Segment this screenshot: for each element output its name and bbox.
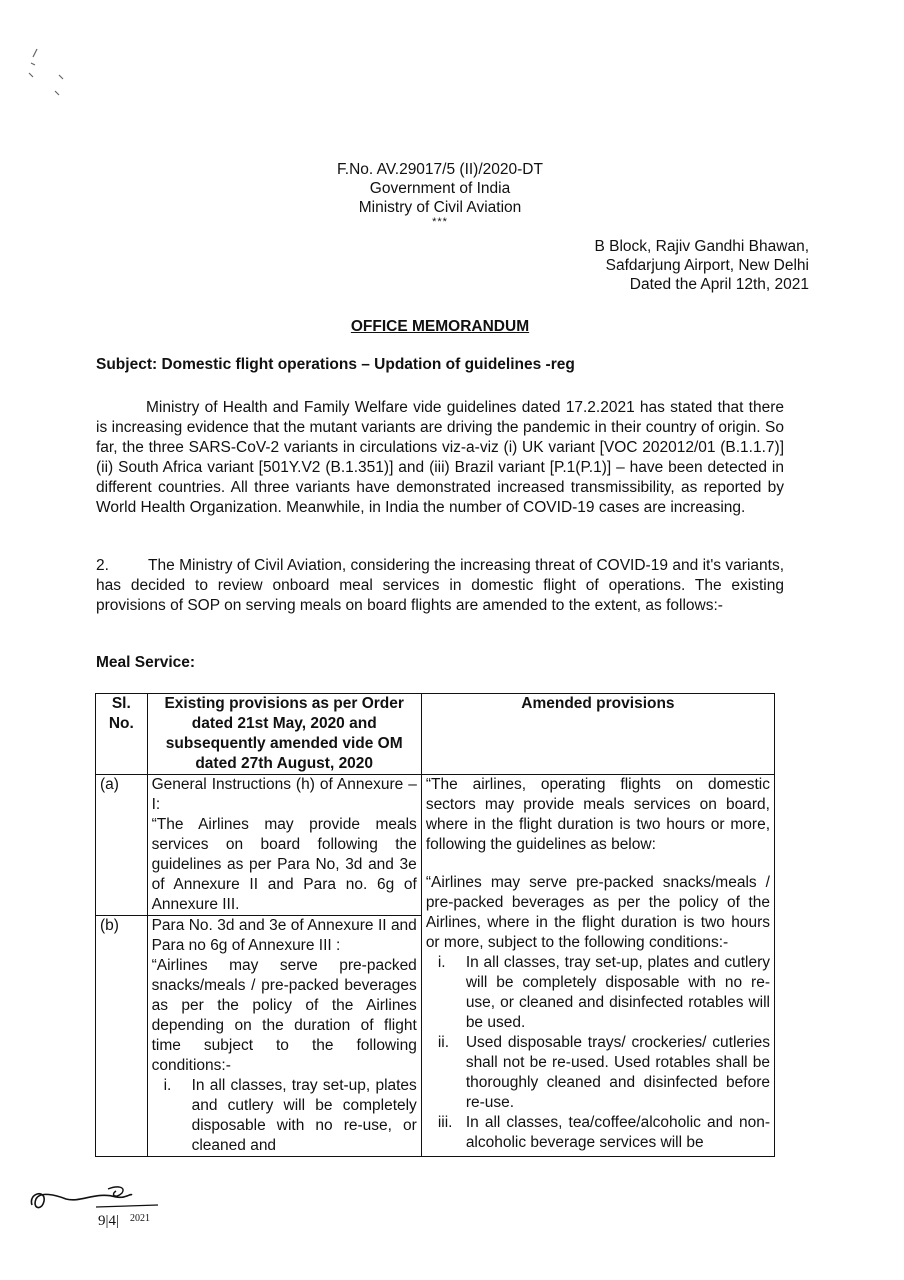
header-sl-no: Sl. No. [96,694,148,775]
row-a-existing [147,775,421,916]
item-number: i. [163,1077,172,1094]
paragraph-2-number: 2. [96,557,109,574]
item-number: ii. [437,1034,450,1051]
list-item [152,1076,417,1156]
paragraph-1: Ministry of Health and Family Welfare vide guidelines dated 17.2.2021 has stated that there is increasing evidence that the mutant variants are driving the pandemic in their country of origin. So far, the three SARS-CoV-2 variants in circulations viz-a-viz (i) UK variant [VOC 202012/01 (B.1.1.7)] (ii) South Africa variant [501Y.V2 (B.1.351)] and (iii) Brazil variant [P.1(P.1)] – have been detected in different countries. All three variants have demonstrated increased transmissibility, as reported by World Health Organization. Meanwhile, in India the number of COVID-19 cases are increasing. [96,399,784,516]
amended-intro: “The airlines, operating flights on domestic sectors may provide meals services on board, where in the flight duration is two hours or more, following the guidelines as below: [425,776,770,853]
row-b-existing-heading: Para No. 3d and 3e of Annexure II and Para no 6g of Annexure III : [151,917,417,954]
paragraph-2 [96,556,784,616]
amended-quote: “Airlines may serve pre-packed snacks/meals / pre-packed beverages as per the policy of the Airlines, where in the flight duration is two hours or more, subject to the following conditions:- [425,874,770,951]
item-text: Used disposable trays/ crockeries/ cutleries shall not be re-used. Used rotables shall be thoroughly cleaned and disinfected before re-use. [465,1034,770,1111]
item-text: In all classes, tray set-up, plates and cutlery will be completely disposable with no re-use, or cleaned and [191,1077,417,1154]
subject-line: Subject: Domestic flight operations – Updation of guidelines -reg [96,356,575,373]
list-item [426,1113,770,1153]
item-number: i. [437,954,446,971]
header-existing: Existing provisions as per Order dated 21st May, 2020 and subsequently amended vide OM dated 27th August, 2020 [147,694,421,775]
separator-stars: *** [432,216,448,228]
meal-service-heading: Meal Service: [96,654,196,671]
existing-conditions-list [152,1076,417,1156]
svg-text:2021: 2021 [130,1213,150,1224]
row-b-sl: (b) [96,916,148,1157]
row-a-existing-heading: General Instructions (h) of Annexure – I: [151,776,417,813]
paragraph-2-text: The Ministry of Civil Aviation, considering the increasing threat of COVID-19 and it's variants, has decided to review onboard meal services in domestic flight of operations. The existing provisions of SOP on serving meals on board flights are amended to the extent, as follows:- [96,557,784,614]
amended-conditions-list [426,953,770,1153]
header-amended: Amended provisions [421,694,774,775]
ministry-name: Ministry of Civil Aviation [358,199,522,216]
table-header-row [96,694,775,775]
provisions-table [95,693,775,1157]
list-item [426,1033,770,1113]
svg-text:9|4|: 9|4| [98,1213,120,1229]
amended-provisions-cell [421,775,774,1157]
row-a-sl: (a) [96,775,148,916]
row-a-existing-text: “The Airlines may provide meals services on board following the guidelines as per Para No, 3d and 3e of Annexure II and Para no. 6g of Annexure III. [151,816,417,913]
address-line-1: B Block, Rajiv Gandhi Bhawan, [594,238,809,255]
address-line-2: Safdarjung Airport, New Delhi [605,257,809,274]
address-block [594,237,809,294]
row-b-existing [147,916,421,1157]
item-text: In all classes, tray set-up, plates and cutlery will be completely disposable with no re-use, or cleaned and disinfected rotables will be used. [465,954,770,1031]
table-row [96,775,775,916]
government-name: Government of India [369,180,511,197]
margin-scribble [25,45,75,105]
item-text: In all classes, tea/coffee/alcoholic and non-alcoholic beverage services will be [465,1114,770,1151]
memo-date: Dated the April 12th, 2021 [629,276,809,293]
item-number: iii. [437,1114,453,1131]
list-item [426,953,770,1033]
handwritten-signature [26,1185,176,1245]
file-number: F.No. AV.29017/5 (II)/2020-DT [337,161,543,178]
row-b-existing-text: “Airlines may serve pre-packed snacks/meals / pre-packed beverages as per the policy of the Airlines depending on the duration of flight time subject to the following conditions:- [151,957,417,1074]
page-title: OFFICE MEMORANDUM [350,318,530,335]
letterhead [0,160,880,227]
